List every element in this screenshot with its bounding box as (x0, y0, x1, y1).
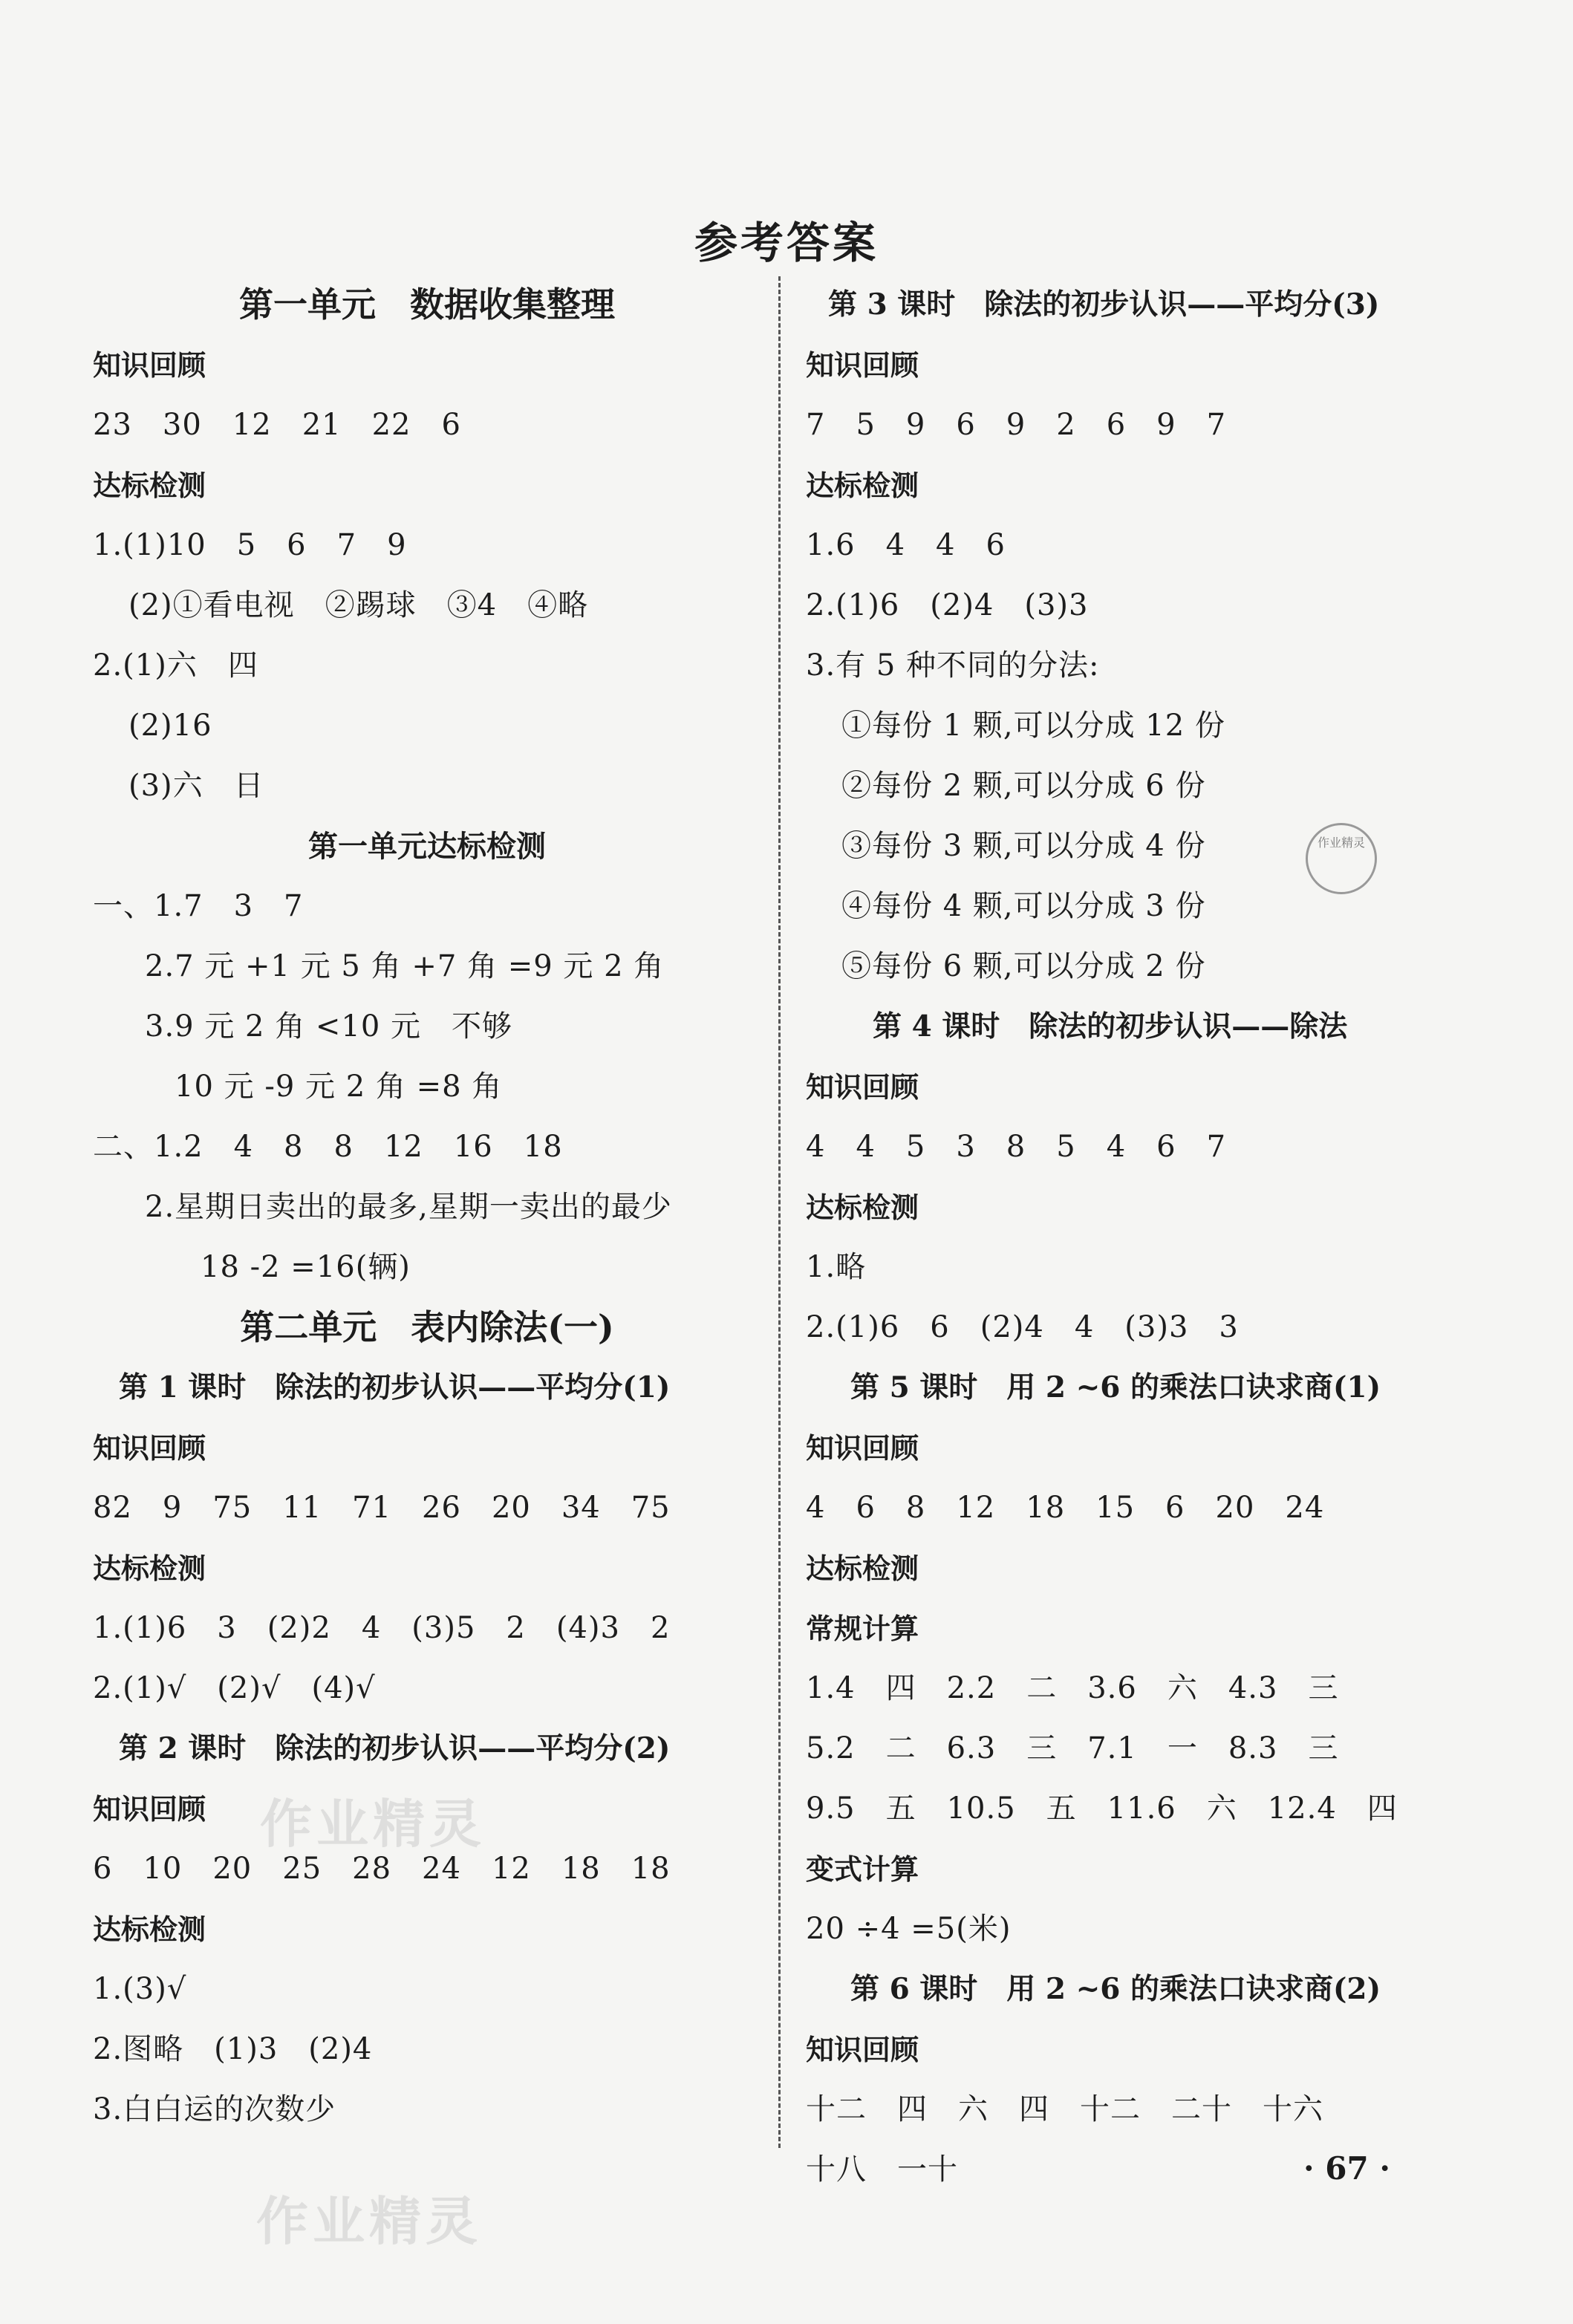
answer-line: 3.9 元 2 角 <10 元 不够 (145, 1009, 513, 1044)
lesson-2-heading: 第 2 课时 除法的初步认识——平均分(2) (119, 1731, 671, 1765)
answer-line: ⑤每份 6 颗,可以分成 2 份 (841, 949, 1206, 983)
answer-line: 2.星期日卖出的最多,星期一卖出的最少 (145, 1190, 672, 1224)
answer-line: 3.有 5 种不同的分法: (806, 648, 1100, 683)
left-column (93, 275, 761, 2140)
answer-line: 2.(1)√ (2)√ (4)√ (93, 1671, 376, 1705)
watermark: 作业精灵 (260, 1793, 486, 1855)
lesson-3-heading: 第 3 课时 除法的初步认识——平均分(3) (828, 287, 1380, 322)
section-heading: 达标检测 (806, 1191, 919, 1224)
lesson-4-heading: 第 4 课时 除法的初步认识——除法 (873, 1009, 1348, 1044)
answer-line: 7 5 9 6 9 2 6 9 7 (806, 408, 1227, 442)
section-heading: 知识回顾 (806, 2033, 919, 2066)
answer-line: 82 9 75 11 71 26 20 34 75 (93, 1491, 671, 1525)
answer-line: 1.4 四 2.2 二 3.6 六 4.3 三 (806, 1671, 1339, 1705)
section-heading: 知识回顾 (93, 1792, 206, 1826)
answer-line: 1.(1)6 3 (2)2 4 (3)5 2 (4)3 2 (93, 1611, 671, 1645)
section-heading: 知识回顾 (806, 1070, 919, 1104)
section-heading: 知识回顾 (93, 348, 206, 382)
section-heading: 达标检测 (806, 1552, 919, 1585)
page-title: 参考答案 (694, 218, 879, 268)
column-divider (778, 276, 781, 2148)
answer-line: 10 元 -9 元 2 角 =8 角 (175, 1070, 503, 1104)
answer-line: 2.(1)6 6 (2)4 4 (3)3 3 (806, 1310, 1239, 1344)
answer-line: 十二 四 六 四 十二 二十 十六 (806, 2092, 1323, 2126)
section-heading: 达标检测 (806, 469, 919, 502)
answer-line: (2)16 (128, 709, 212, 743)
answer-line: 一、1.7 3 7 (93, 889, 304, 923)
answer-line: (3)六 日 (128, 769, 264, 803)
answer-line: ③每份 3 颗,可以分成 4 份 (841, 829, 1206, 863)
section-heading: 达标检测 (93, 1552, 206, 1585)
unit-2-heading: 第二单元 表内除法(一) (240, 1307, 614, 1347)
lesson-6-heading: 第 6 课时 用 2 ~6 的乘法口诀求商(2) (850, 1972, 1381, 2006)
answer-line: 6 10 20 25 28 24 12 18 18 (93, 1852, 671, 1886)
right-column (806, 275, 1459, 2200)
section-heading: 变式计算 (806, 1852, 919, 1886)
page-number: · 67 · (1303, 2150, 1390, 2187)
answer-line: 3.白白运的次数少 (93, 2092, 336, 2126)
answer-line: (2)①看电视 ②踢球 ③4 ④略 (128, 588, 589, 622)
answer-line: 5.2 二 6.3 三 7.1 一 8.3 三 (806, 1731, 1339, 1765)
section-heading: 知识回顾 (93, 1431, 206, 1465)
answer-line: 1.略 (806, 1250, 867, 1284)
answer-line: 20 ÷4 =5(米) (806, 1912, 1012, 1946)
answer-line: 2.(1)6 (2)4 (3)3 (806, 588, 1089, 622)
unit-1-heading: 第一单元 数据收集整理 (239, 284, 615, 325)
section-heading: 常规计算 (806, 1612, 919, 1645)
section-heading: 知识回顾 (806, 1431, 919, 1465)
answer-line: 1.(3)√ (93, 1972, 187, 2006)
answer-line: 1.(1)10 5 6 7 9 (93, 528, 407, 562)
answer-line: 2.(1)六 四 (93, 648, 258, 683)
lesson-1-heading: 第 1 课时 除法的初步认识——平均分(1) (119, 1370, 671, 1405)
answer-line: 4 4 5 3 8 5 4 6 7 (806, 1130, 1227, 1164)
lesson-5-heading: 第 5 课时 用 2 ~6 的乘法口诀求商(1) (850, 1370, 1381, 1405)
answer-line: 2.图略 (1)3 (2)4 (93, 2032, 373, 2066)
seal-stamp: 作业精灵 (1306, 823, 1377, 894)
answer-line: 十八 一十 (806, 2152, 958, 2187)
section-heading: 达标检测 (93, 1913, 206, 1946)
answer-line: ①每份 1 颗,可以分成 12 份 (841, 709, 1225, 743)
section-heading: 知识回顾 (806, 348, 919, 382)
answer-line: 23 30 12 21 22 6 (93, 408, 461, 442)
answer-line: ④每份 4 颗,可以分成 3 份 (841, 889, 1206, 923)
answer-line: 4 6 8 12 18 15 6 20 24 (806, 1491, 1325, 1525)
answer-line: ②每份 2 颗,可以分成 6 份 (841, 769, 1206, 803)
unit-1-test-heading: 第一单元达标检测 (308, 829, 546, 864)
watermark: 作业精灵 (256, 2190, 482, 2252)
answer-line: 1.6 4 4 6 (806, 528, 1006, 562)
answer-line: 2.7 元 +1 元 5 角 +7 角 =9 元 2 角 (145, 949, 665, 983)
answer-line: 18 -2 =16(辆) (201, 1250, 411, 1284)
answer-line: 9.5 五 10.5 五 11.6 六 12.4 四 (806, 1791, 1398, 1826)
answer-line: 二、1.2 4 8 8 12 16 18 (93, 1130, 563, 1164)
section-heading: 达标检测 (93, 469, 206, 502)
